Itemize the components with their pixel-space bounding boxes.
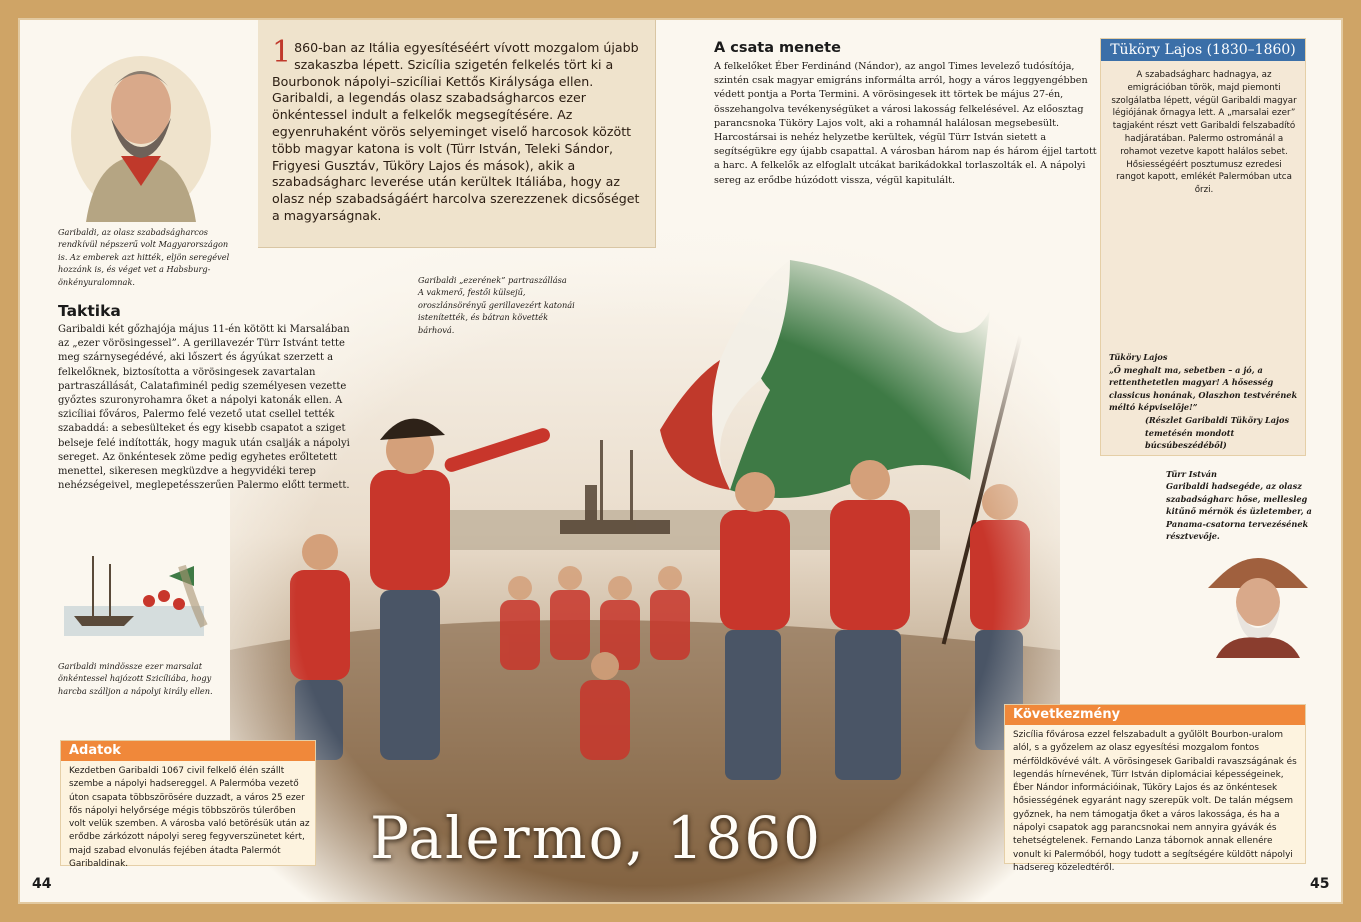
landing-illustration	[54, 546, 214, 646]
turr-caption-name: Türr István	[1166, 469, 1218, 479]
tukory-title: Tüköry Lajos (1830–1860)	[1101, 39, 1305, 61]
adatok-box	[60, 740, 316, 870]
garibaldi-caption: Garibaldi, az olasz szabadságharcos rendkívül népszerű volt Magyarországon is. Az emberek azt hitték, eljön seregével hozzánk is, és véget vet a Habsburg-önkényuralomnak.	[58, 227, 230, 287]
book-spread	[18, 18, 1343, 904]
intro-drop-cap: 1	[272, 35, 292, 70]
csata-heading: A csata menete	[714, 40, 841, 56]
kovetkezmeny-box	[1004, 704, 1306, 873]
adatok-text: Kezdetben Garibaldi 1067 civil felkelő élén szállt szembe a nápolyi hadsereggel. A Palermóba vezető úton csapata többszörösére duzzadt, a város 25 ezer fős nápolyi helyőrsége mégis többszörös túlerőben volt velük szemben. A városba való betörésük után az erődbe zárkózott nápolyi sereg fegyverszünetet kért, majd szabad elvonulás fejében átadta Palermót Garibaldinak.	[69, 766, 310, 870]
turr-portrait	[1208, 538, 1308, 658]
page-number-right: 45	[1310, 876, 1330, 892]
turr-caption	[1166, 468, 1316, 542]
intro-text: 860-ban az Itália egyesítéséért vívott mozgalom újabb szakaszba lépett. Szicília szigetén felkelés tört ki a Bourbonok nápolyi–szicíliai Kettős Királysága ellen. Garibaldi, a legendás olasz szabadságharcos ezer önkéntessel indult a felkelők megsegítésére. Az egyenruhaként vörös selyeminget viselő harcosok között több magyar katona is volt (Türr István, Teleki Sándor, Frigyesi Gusztáv, Tüköry Lajos és mások), akik a szabadságharc leverése után kerültek Itáliába, hogy az olasz nép szabadságáért harcolva szerezzenek dicsőséget a magyarságnak.	[272, 40, 640, 223]
csata-text: A felkelőket Éber Ferdinánd (Nándor), az angol Times levelező tudósítója, szintén csak magyar emigráns informálta arról, hogy a város leggyengébben védett pontja a Porta Termini. A vörösingesek itt törtek be május 27-én, összehangolva tevékenységüket a városi lakosság felkelésével. Az előosztag parancsnoka Tüköry Lajos volt, aki a rohamnál halálosan megsebesült. Harcostársai is nehéz helyzetbe kerültek, végül Türr István sietett a segítségükre egy újabb csapattal. A városban három nap és három éjjel tartott a harc. A felkelők az elfoglalt utcákat barikádokkal torlaszolták el. A nápolyi sereg az erődbe húzódott vissza, végül kapitulált.	[714, 61, 1097, 186]
turr-caption-text: Garibaldi hadsegéde, az olasz szabadságharc hőse, mellesleg kitűnő mérnök és üzletember, a Panama-csatorna tervezésének résztvevője.	[1166, 481, 1312, 542]
garibaldi-portrait	[66, 36, 216, 222]
kovetkezmeny-text: Szicília fővárosa ezzel felszabadult a gyűlölt Bourbon-uralom alól, s a győzelem az olasz egyesítési mozgalom fontos mérföldkövévé vált. A vörösingesek Garibaldi ravaszságának és legendás hírnevének, Türr István diplomáciai képességeinek, Éber Nándor információinak, Tüköry Lajos és az önkéntesek hősiességének egyaránt nagy szerepük volt. De talán mégsem győznek, ha nem támogatja őket a város lakossága, és ha a nápolyi csapatok agg parancsnokai nem annyira gyávák és tehetségtelenek. Fernando Lanza tábornok annak ellenére vonult ki Palermóból, hogy tudott a segítségére küldött nápolyi hadsereg közeledtéről.	[1013, 730, 1297, 873]
taktika-text: Garibaldi két gőzhajója május 11-én kötött ki Marsalában az „ezer vörösingessel”. A gerillavezér Türr Istvánt tette meg szárnysegédévé, aki lőszert és ágyúkat szerzett a felkelőknek, biztosította a vörösingesek zavartalan partraszállását, Calatafiminél pedig személyesen vezette győztes szuronyrohamra őket a nápolyi katonák ellen. A szicíliai főváros, Palermo felé vezető utat csellel tették szabaddá: a sebesülteket és egy kisebb csapatot a sziget belseje felé indították, hogy maguk után csalják a nápolyi sereget. Az önkéntesek zöme pedig egyhetes erőltetett menettel, sikeresen megküzdve a hegyvidéki terep nehézségeivel, meglepetésszerűen Palermo előtt termett.	[58, 324, 350, 492]
ezerek-caption	[418, 274, 583, 336]
intro-box	[258, 18, 656, 248]
tukory-caption-quote: „Ő meghalt ma, sebetben – a jó, a rettenthetetlen magyar! A hősesség classicus honának, Olaszhon testvérének méltó képviselője!”	[1109, 364, 1298, 413]
tukory-caption-name: Tüköry Lajos	[1109, 352, 1168, 362]
kovetkezmeny-title: Következmény	[1005, 705, 1305, 725]
ezerek-caption-text: A vakmerő, festői külsejű, oroszlánsörényű gerillavezért katonái istenítették, és bátran követték bárhová.	[418, 287, 575, 335]
tukory-text: A szabadságharc hadnagya, az emigrációban török, majd piemonti szolgálatba lépett, végül Garibaldi magyar légiójának őrnagya lett. A „marsalai ezer” tagjaként részt vett Garibaldi felszabadító hadjáratában. Palermo ostrománál a rohamot vezetve kapott halálos sebet. Hősiességéért posztumusz ezredesi rangot kapott, emlékét Palermóban utca őrzi.	[1111, 70, 1297, 196]
tukory-box	[1100, 38, 1306, 456]
main-title: Palermo, 1860	[370, 804, 822, 872]
tukory-caption	[1109, 351, 1303, 452]
tukory-caption-source: (Részlet Garibaldi Tüköry Lajos temetésén mondott búcsúbeszédéből)	[1145, 414, 1290, 451]
landing-caption: Garibaldi mindössze ezer marsalat önkéntessel hajózott Szicíliába, hogy harcba szálljon a nápolyi király ellen.	[58, 661, 213, 696]
taktika-heading: Taktika	[58, 302, 121, 320]
ezerek-caption-title: Garibaldi „ezerének” partraszállása	[418, 275, 567, 285]
adatok-title: Adatok	[61, 741, 315, 761]
page-number-left: 44	[32, 876, 52, 892]
